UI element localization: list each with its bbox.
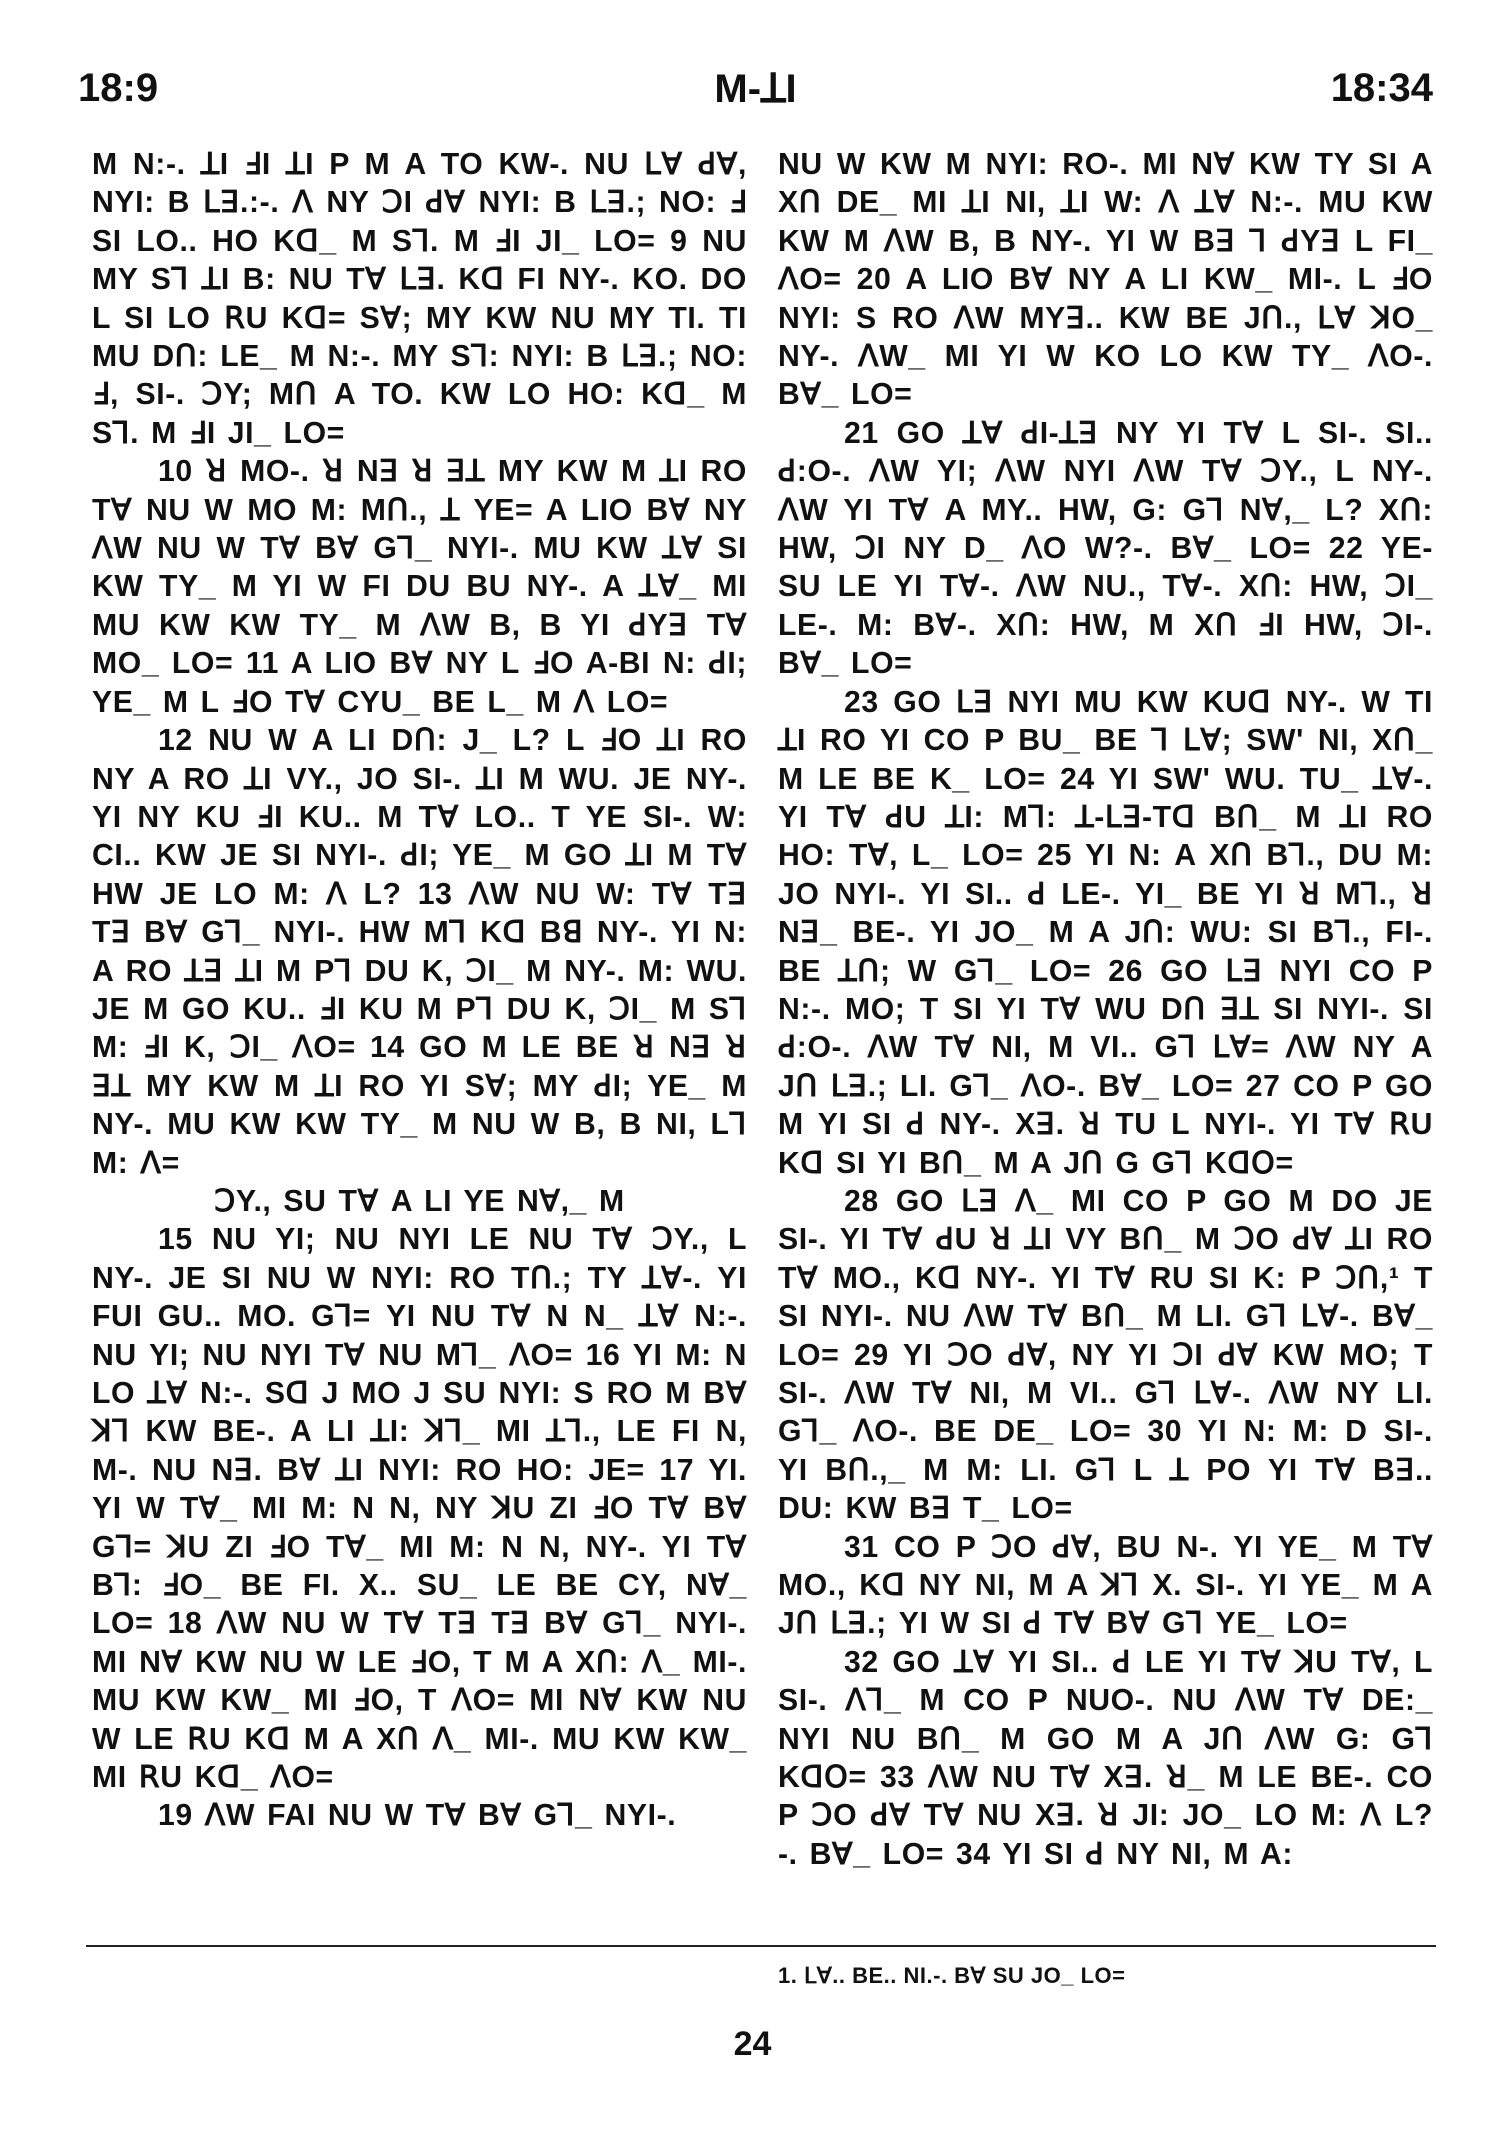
paragraph: M N:-. ꓕI ꓞI ꓕI P M A TO KW-. NU ꓡꓯ ꓒꓯ, NYI: B ꓡꓱ.:-. ꓥ NY ꓛI ꓒꓯ NYI: B ꓡꓱ.; NO: ꓞ SI LO.. HO Kꓷ_ M Sꓶ. M ꓞI JI_ LO= 9 NU MY Sꓶ ꓕI B: NU Tꓯ ꓡꓱ. Kꓷ FI NY-. KO. DO L SI LO ꓣU Kꓷ= Sꓯ; MY KW NU MY TI. TI MU Dꓵ: LE_ M N:-. MY Sꓶ: NYI: B ꓡꓱ.; NO: ꓞ, SI-. ꓛY; Mꓵ A TO. KW LO HO: Kꓷ_ M Sꓶ. M ꓞI JI_ LO= [92, 148, 747, 450]
header-book-title: M-ꓕI [714, 67, 797, 111]
paragraph: 12 NU W A LI Dꓵ: J_ L? L ꓞO ꓕI RO NY A RO ꓕI VY., JO SI-. ꓕI M WU. JE NY-. YI NY KU ꓞI KU.. M Tꓯ LO.. T YE SI-. W: CI.. KW JE SI NYI-. ꓒI; YE_ M GO ꓕI M Tꓯ HW JE LO M: ꓥ L? 13 ꓥW NU W: Tꓯ Tꓱ Tꓱ Bꓯ Gꓶ_ NYI-. HW Mꓶ Kꓷ Bꓭ NY-. YI N: A RO ꓕꓱ ꓕI M Pꓶ DU K, ꓛI_ M NY-. M: WU. JE M GO KU.. ꓞI KU M Pꓶ DU K, ꓛI_ M Sꓶ M: ꓞI K, ꓛI_ ꓥO= 14 GO M LE BE ꓤ Nꓱ ꓤ ꓱꓕ MY KW M ꓕI RO YI Sꓯ; MY ꓒI; YE_ M NY-. MU KW KW TY_ M NU W B, B NI, Lꓶ M: ꓥ= [92, 724, 747, 1180]
paragraph: 19 ꓥW FAI NU W Tꓯ Bꓯ Gꓶ_ NYI-. [158, 1799, 677, 1833]
left-column [92, 146, 747, 1836]
running-header [78, 66, 1433, 116]
paragraph: 32 GO ꓕꓯ YI SI.. ꓒ LE YI Tꓯ ꓘU Tꓯ, L SI-. ꓥꓶ_ M CO P NUO-. NU ꓥW Tꓯ DE:_ NYI NU Bꓵ_ M GO M A Jꓵ ꓥW G: Gꓶ Kꓷꓳ= 33 ꓥW NU Tꓯ Xꓱ. ꓤ_ M LE BE-. CO P ꓛO ꓒꓯ Tꓯ NU Xꓱ. ꓤ JI: JO_ LO M: ꓥ L?-. Bꓯ_ LO= 34 YI SI ꓒ NY NI, M A: [778, 1645, 1433, 1871]
paragraph: 21 GO ꓕꓯ ꓒI-ꓕꓱ NY YI Tꓯ L SI-. SI.. ꓒ:O-. ꓥW YI; ꓥW NYI ꓥW Tꓯ ꓛY., L NY-. ꓥW YI Tꓯ A MY.. HW, G: Gꓶ Nꓯ,_ L? Xꓵ: HW, ꓛI NY D_ ꓥO W?-. Bꓯ_ LO= 22 YE- SU LE YI Tꓯ-. ꓥW NU., Tꓯ-. Xꓵ: HW, ꓛI_ LE-. M: Bꓯ-. Xꓵ: HW, M Xꓵ ꓞI HW, ꓛI-. Bꓯ_ LO= [778, 416, 1433, 681]
paragraph: 15 NU YI; NU NYI LE NU Tꓯ ꓛY., L NY-. JE SI NU W NYI: RO Tꓵ.; TY ꓕꓯ-. YI FUI GU.. MO. Gꓶ= YI NU Tꓯ N N_ ꓕꓯ N:-. NU YI; NU NYI Tꓯ NU Mꓶ_ ꓥO= 16 YI M: N LO ꓕꓯ N:-. Sꓷ J MO J SU NYI: S RO M Bꓯ ꓘꓶ KW BE-. A LI ꓕI: ꓘꓶ_ MI ꓕꓶ., LE FI N, M-. NU Nꓱ. Bꓯ ꓕI NYI: RO HO: JE= 17 YI. YI W Tꓯ_ MI M: N N, NY ꓘU ZI ꓞO Tꓯ Bꓯ Gꓶ= ꓘU ZI ꓞO Tꓯ_ MI M: N N, NY-. YI Tꓯ Bꓶ: ꓞO_ BE FI. X.. SU_ LE BE CY, Nꓯ_ LO= 18 ꓥW NU W Tꓯ Tꓱ Tꓱ Bꓯ Gꓶ_ NYI-. MI Nꓯ KW NU W LE ꓞO, T M A Xꓵ: ꓥ_ MI-. MU KW KW_ MI ꓞO, T ꓥO= MI Nꓯ KW NU W LE ꓣU Kꓷ M A Xꓵ ꓥ_ MI-. MU KW KW_ MI ꓣU Kꓷ_ ꓥO= [92, 1223, 747, 1795]
paragraph: 23 GO ꓡꓱ NYI MU KW KUꓷ NY-. W TI ꓕI RO YI CO P BU_ BE ꓶ ꓡꓯ; SW' NI, Xꓵ_ M LE BE K_ LO= 24 YI SW' WU. TU_ ꓕꓯ-. YI Tꓯ ꓒU ꓕI: Mꓶ: ꓕ-ꓡꓱ-Tꓷ Bꓵ_ M ꓕI RO HO: Tꓯ, L_ LO= 25 YI N: A Xꓵ Bꓶ., DU M: JO NYI-. YI SI.. ꓒ LE-. YI_ BE YI ꓤ Mꓶ., ꓤ Nꓱ_ BE-. YI JO_ M A Jꓵ: WU: SI Bꓶ., FI-. BE ꓕꓵ; W Gꓶ_ LO= 26 GO ꓡꓱ NYI CO P N:-. MO; T SI YI Tꓯ WU Dꓵ ꓱꓕ SI NYI-. SI ꓒ:O-. ꓥW Tꓯ NI, M VI.. Gꓶ ꓡꓯ= ꓥW NY A Jꓵ ꓡꓱ.; LI. Gꓶ_ ꓥO-. Bꓯ_ LO= 27 CO P GO M YI SI ꓒ NY-. Xꓱ. ꓤ TU L NYI-. YI Tꓯ ꓣU Kꓷ SI YI Bꓵ_ M A Jꓵ G Gꓶ Kꓷꓳ= [778, 685, 1433, 1180]
paragraph: 28 GO ꓡꓱ ꓥ_ MI CO P GO M DO JE SI-. YI Tꓯ ꓒU ꓤ ꓕI VY Bꓵ_ M ꓛO ꓒꓯ ꓕI RO Tꓯ MO., Kꓷ NY-. YI Tꓯ RU SI K: P ꓛꓵ,¹ T SI NYI-. NU ꓥW Tꓯ Bꓵ_ M LI. Gꓶ ꓡꓯ-. Bꓯ_ LO= 29 YI ꓛO ꓒꓯ, NY YI ꓛI ꓒꓯ KW MO; T SI-. ꓥW Tꓯ NI, M VI.. Gꓶ ꓡꓯ-. ꓥW NY LI. Gꓶ_ ꓥO-. BE DE_ LO= 30 YI N: M: D SI-. YI Bꓵ.,_ M M: LI. Gꓶ L ꓕ PO YI Tꓯ Bꓱ.. DU: KW Bꓱ T_ LO= [778, 1184, 1433, 1526]
section-heading: ꓛY., SU Tꓯ A LI YE Nꓯ,_ M [214, 1184, 625, 1218]
right-column [778, 146, 1433, 1874]
paragraph: 31 CO P ꓛO ꓒꓯ, BU N-. YI YE_ M Tꓯ MO., Kꓷ NY NI, M A ꓘꓶ X. SI-. YI YE_ M A Jꓵ ꓡꓱ.; YI W SI ꓒ Tꓯ Bꓯ Gꓶ YE_ LO= [778, 1530, 1433, 1641]
paragraph: NU W KW M NYI: RO-. MI Nꓯ KW TY SI A Xꓵ DE_ MI ꓕI NI, ꓕI W: ꓥ ꓕꓯ N:-. MU KW KW M ꓥW B, B NY-. YI W Bꓱ ꓶ ꓒYꓱ L FI_ ꓥO= 20 A LIO Bꓯ NY A LI KW_ MI-. L ꓞO NYI: S RO ꓥW MYꓱ.. KW BE Jꓵ., ꓡꓯ ꓘO_ NY-. ꓥW_ MI YI W KO LO KW TY_ ꓥO-. Bꓯ_ LO= [778, 148, 1433, 412]
footnote: 1. ꓡꓯ.. BE.. NI.-. Bꓯ SU JO_ LO= [778, 1963, 1126, 1988]
footnote-divider [86, 1945, 1436, 1947]
paragraph: 10 ꓤ MO-. ꓤ Nꓱ ꓤ ꓱꓕ MY KW M ꓕI RO Tꓯ NU W MO M: Mꓵ., ꓕ YE= A LIO Bꓯ NY ꓥW NU W Tꓯ Bꓯ Gꓶ_ NYI-. MU KW ꓕꓯ SI KW TY_ M YI W FI DU BU NY-. A ꓕꓯ_ MI MU KW KW TY_ M ꓥW B, B YI ꓒYꓱ Tꓯ MO_ LO= 11 A LIO Bꓯ NY L ꓞO A-BI N: ꓒI; YE_ M L ꓞO Tꓯ CYU_ BE L_ M ꓥ LO= [92, 455, 747, 719]
page-number: 24 [733, 2025, 772, 2063]
header-left-reference: 18:9 [78, 66, 159, 110]
header-right-reference: 18:34 [1330, 66, 1433, 110]
